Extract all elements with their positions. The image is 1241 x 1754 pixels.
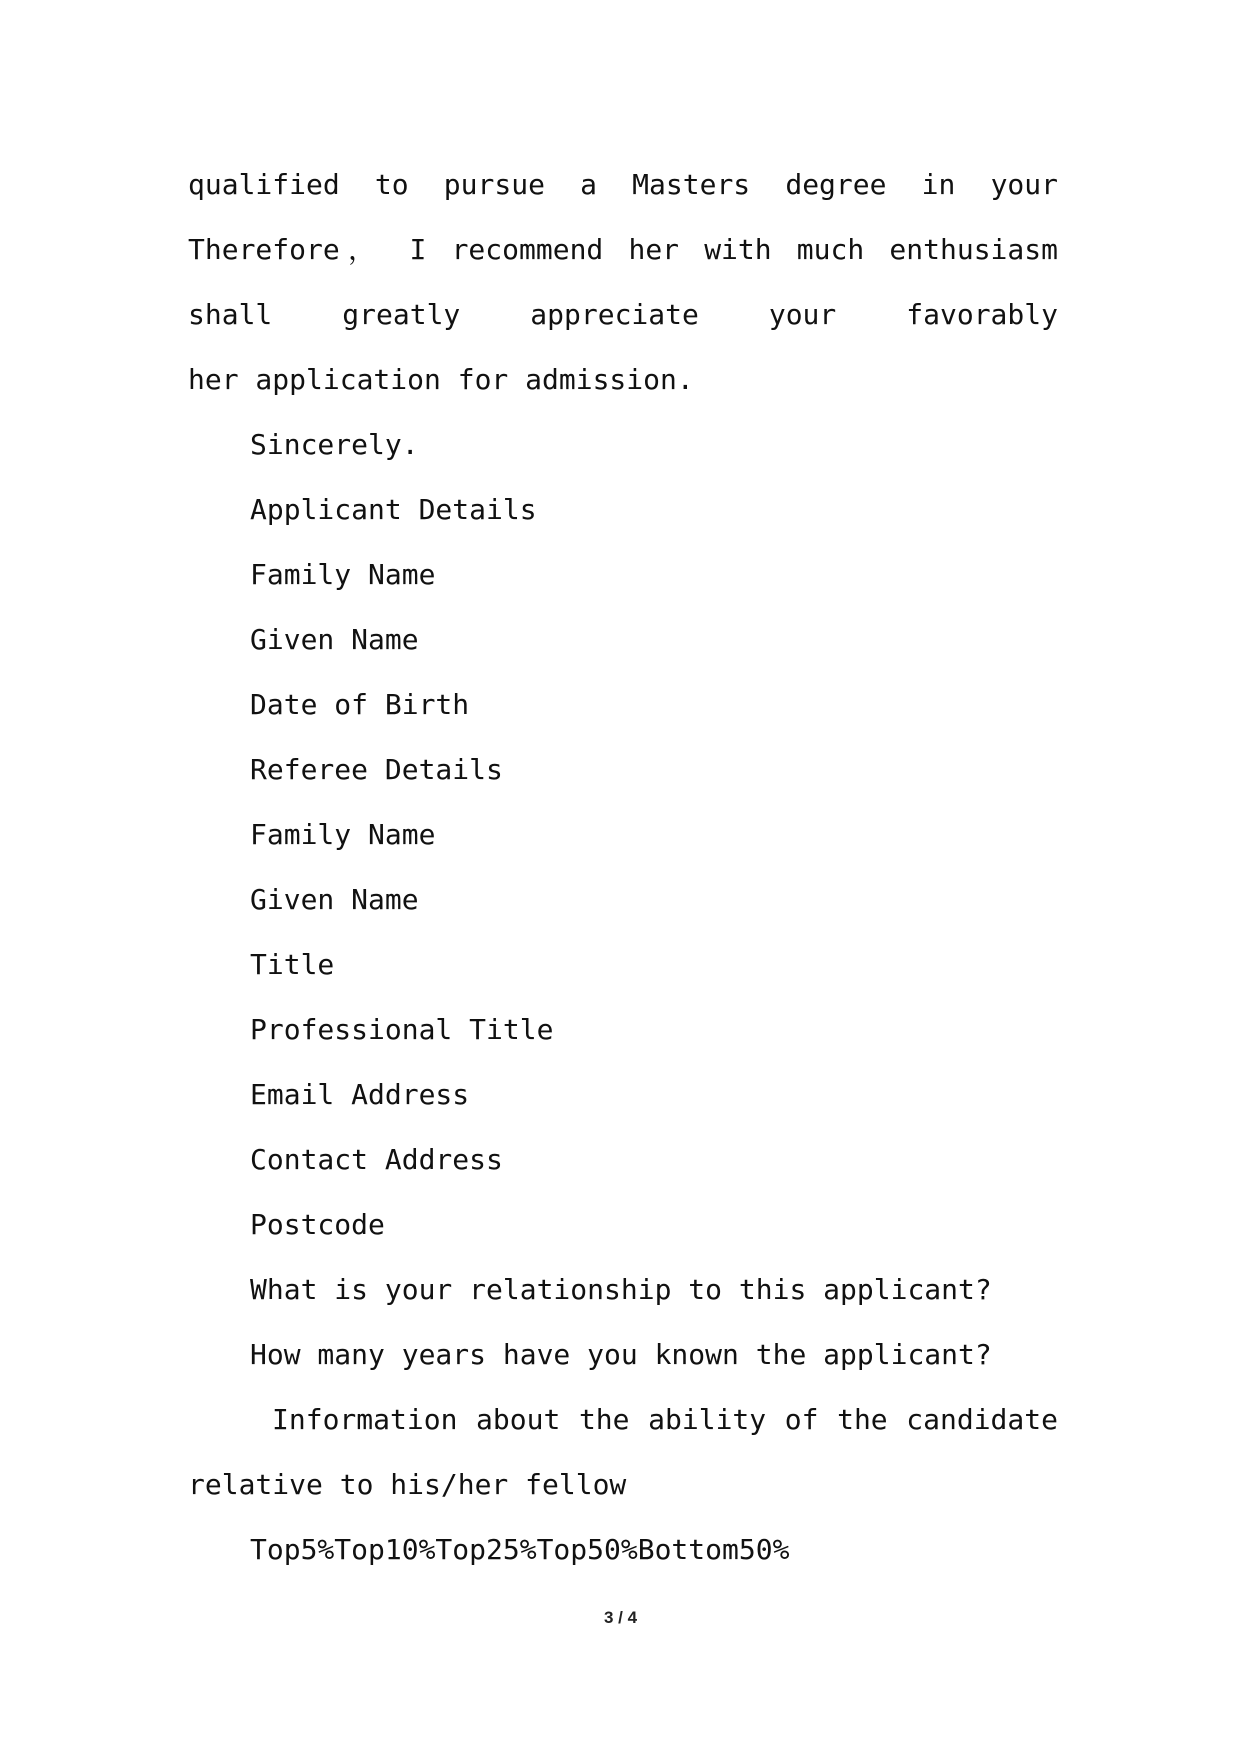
field-label-given-name: Given Name	[250, 623, 419, 656]
paragraph-line: shall greatly appreciate your favorably	[188, 298, 1058, 331]
field-label-referee-given-name: Given Name	[250, 883, 419, 916]
page-number: 3 / 4	[603, 1608, 638, 1627]
field-label-postcode: Postcode	[250, 1208, 385, 1241]
section-heading-applicant: Applicant Details	[250, 493, 537, 526]
field-label-title: Title	[250, 948, 335, 981]
field-label-contact-address: Contact Address	[250, 1143, 503, 1176]
closing-text: Sincerely.	[250, 428, 419, 461]
section-heading-referee: Referee Details	[250, 753, 503, 786]
field-label-family-name: Family Name	[250, 558, 436, 591]
question-years-known: How many years have you known the applicant?	[250, 1338, 992, 1371]
paragraph-line: qualified to pursue a Masters degree in your	[188, 168, 1058, 201]
field-label-referee-family-name: Family Name	[250, 818, 436, 851]
page-content	[188, 152, 1058, 1582]
ability-question-line: Information about the ability of the candidate	[272, 1403, 1058, 1436]
field-label-date-of-birth: Date of Birth	[250, 688, 470, 721]
paragraph-line: her application for admission.	[188, 363, 694, 396]
question-relationship: What is your relationship to this applicant?	[250, 1273, 992, 1306]
ability-question-line: relative to his/her fellow	[188, 1468, 627, 1501]
field-label-professional-title: Professional Title	[250, 1013, 554, 1046]
paragraph-line: Therefore， I recommend her with much enthusiasm	[188, 233, 1058, 266]
ranking-options: Top5%Top10%Top25%Top50%Bottom50%	[250, 1533, 790, 1566]
field-label-email-address: Email Address	[250, 1078, 470, 1111]
